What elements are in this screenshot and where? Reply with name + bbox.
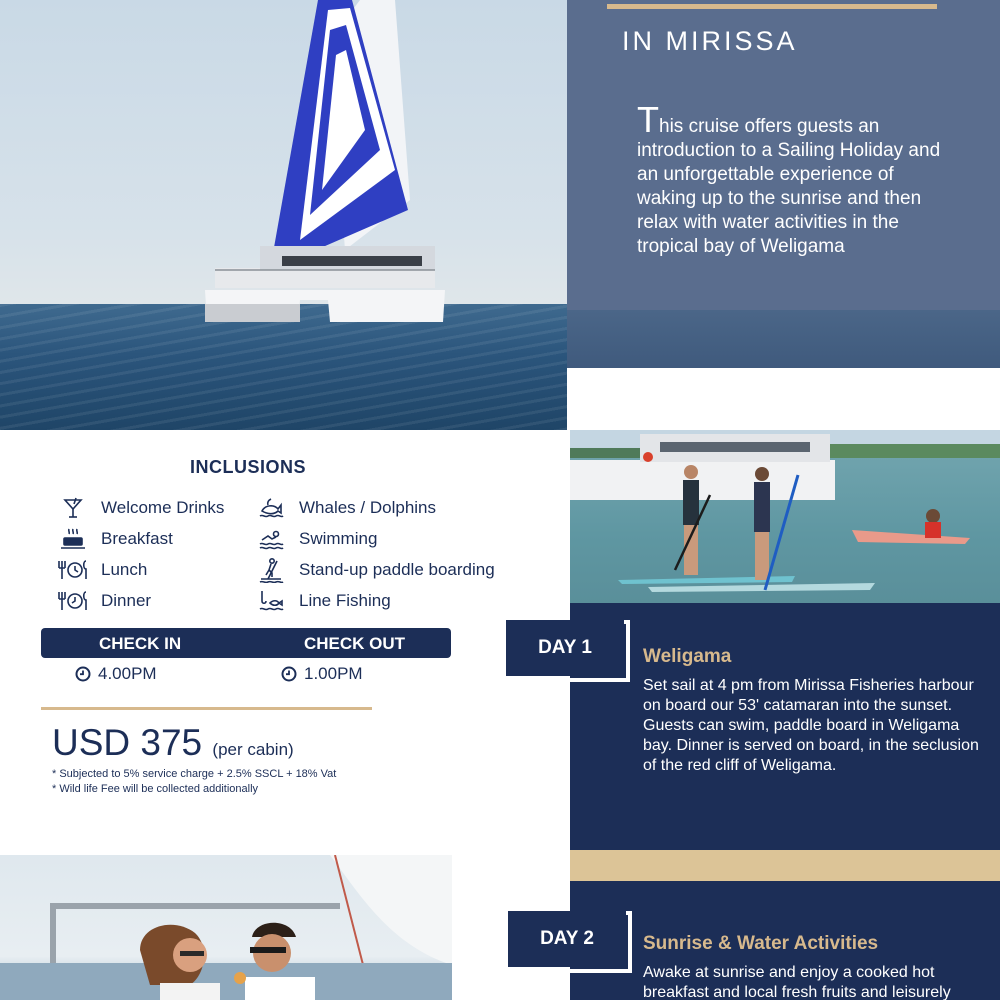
inclusion-label: Dinner — [101, 591, 152, 610]
intro-title: IN MIRISSA — [622, 26, 798, 56]
price-unit: (per cabin) — [212, 740, 294, 759]
inclusion-item — [253, 526, 377, 552]
gold-accent-line — [607, 4, 937, 9]
cocktail-icon — [55, 495, 91, 521]
check-out-label: CHECK OUT — [304, 634, 406, 653]
day1-badge-label: DAY 1 — [506, 620, 624, 676]
intro-dropcap: T — [637, 99, 659, 140]
check-out-time — [281, 664, 363, 684]
inclusion-label: Line Fishing — [299, 591, 391, 610]
inclusion-item — [55, 495, 224, 521]
breakfast-icon — [55, 526, 91, 552]
couple-on-boat-photo — [0, 855, 452, 1000]
day2-badge — [508, 911, 632, 973]
paddle-illustration — [570, 430, 1000, 603]
catamaran-illustration — [0, 0, 567, 430]
day1-badge — [506, 620, 630, 682]
check-in-time-value: 4.00PM — [98, 664, 157, 683]
clock-icon — [281, 666, 297, 682]
couple-illustration — [0, 855, 452, 1000]
swimming-icon — [253, 526, 289, 552]
check-out-time-value: 1.00PM — [304, 664, 363, 683]
price-divider — [41, 707, 372, 710]
clock-icon — [75, 666, 91, 682]
sea-strip — [567, 310, 1000, 368]
inclusion-item — [253, 588, 391, 614]
inclusion-item — [55, 526, 173, 552]
check-in-label: CHECK IN — [99, 634, 182, 653]
dinner-icon — [55, 588, 91, 614]
day1-title: Weligama — [643, 646, 732, 667]
intro-description — [637, 99, 947, 259]
price-amount: USD 375 — [52, 722, 203, 763]
inclusion-label: Stand-up paddle boarding — [299, 560, 495, 579]
day2-title: Sunrise & Water Activities — [643, 933, 879, 954]
paddle-boarding-photo — [570, 430, 1000, 603]
inclusion-label: Breakfast — [101, 529, 173, 548]
intro-body: his cruise offers guests an introduction to a Sailing Holiday and an unforgettable experience of waking up to the sunrise and then relax with water activities in the tropical bay of Weligama — [637, 116, 941, 257]
paddle-board-icon — [253, 557, 289, 583]
lunch-icon — [55, 557, 91, 583]
gold-band — [570, 850, 1000, 881]
price — [52, 722, 294, 764]
inclusion-item — [55, 557, 147, 583]
inclusion-label: Swimming — [299, 529, 378, 548]
inclusion-item — [253, 557, 495, 583]
check-in-time — [75, 664, 157, 684]
inclusion-label: Whales / Dolphins — [299, 498, 437, 517]
inclusion-item — [55, 588, 151, 614]
whale-icon — [253, 495, 289, 521]
inclusion-item — [253, 495, 436, 521]
inclusions-title: INCLUSIONS — [190, 457, 307, 477]
catamaran-sailing-photo — [0, 0, 567, 430]
fishing-icon — [253, 588, 289, 614]
intro-panel — [567, 0, 1000, 368]
price-note-wildlife: * Wild life Fee will be collected additionally — [52, 783, 259, 795]
day2-description: Awake at sunrise and enjoy a cooked hot breakfast and local fresh fruits and leisurely — [643, 964, 951, 1000]
day2-badge-label: DAY 2 — [508, 911, 626, 967]
price-note-charges: * Subjected to 5% service charge + 2.5% SSCL + 18% Vat — [52, 768, 337, 780]
day1-description: Set sail at 4 pm from Mirissa Fisheries harbour on board our 53' catamaran into the sunset. Guests can swim, paddle board in Weligama bay. Dinner is served on board, in the seclusion of the red cliff of Weligama. — [643, 677, 979, 774]
inclusion-label: Welcome Drinks — [101, 498, 225, 517]
inclusion-label: Lunch — [101, 560, 148, 579]
